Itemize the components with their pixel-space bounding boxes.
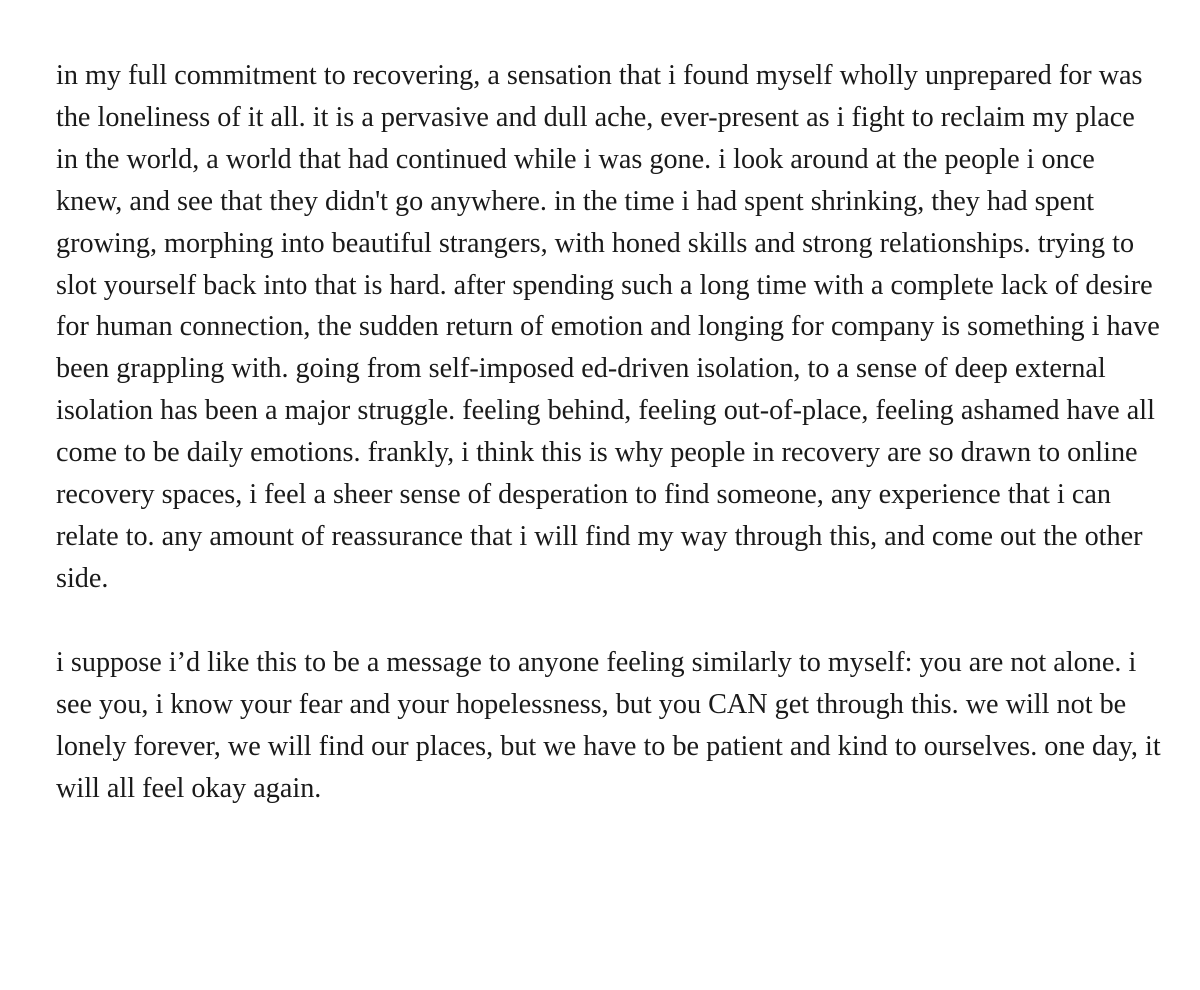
document-body — [56, 55, 1161, 809]
paragraph-2: i suppose i’d like this to be a message to anyone feeling similarly to myself: you are not alone. i see you, i know your fear and your hopelessness, but you CAN get through this. we will not be lonely forever, we will find our places, but we have to be patient and kind to ourselves. one day, it will all feel okay again. — [56, 646, 1161, 804]
paragraph-1: in my full commitment to recovering, a sensation that i found myself wholly unprepared for was the loneliness of it all. it is a pervasive and dull ache, ever-present as i fight to reclaim my place in the world, a world that had continued while i was gone. i look around at the people i once knew, and see that they didn't go anywhere. in the time i had spent shrinking, they had spent growing, morphing into beautiful strangers, with honed skills and strong relationships. trying to slot yourself back into that is hard. after spending such a long time with a complete lack of desire for human connection, the sudden return of emotion and longing for company is something i have been grappling with. going from self-imposed ed-driven isolation, to a sense of deep external isolation has been a major struggle. feeling behind, feeling out-of-place, feeling ashamed have all come to be daily emotions. frankly, i think this is why people in recovery are so drawn to online recovery spaces, i feel a sheer sense of desperation to find someone, any experience that i can relate to. any amount of reassurance that i will find my way through this, and come out the other side. — [56, 60, 1160, 594]
